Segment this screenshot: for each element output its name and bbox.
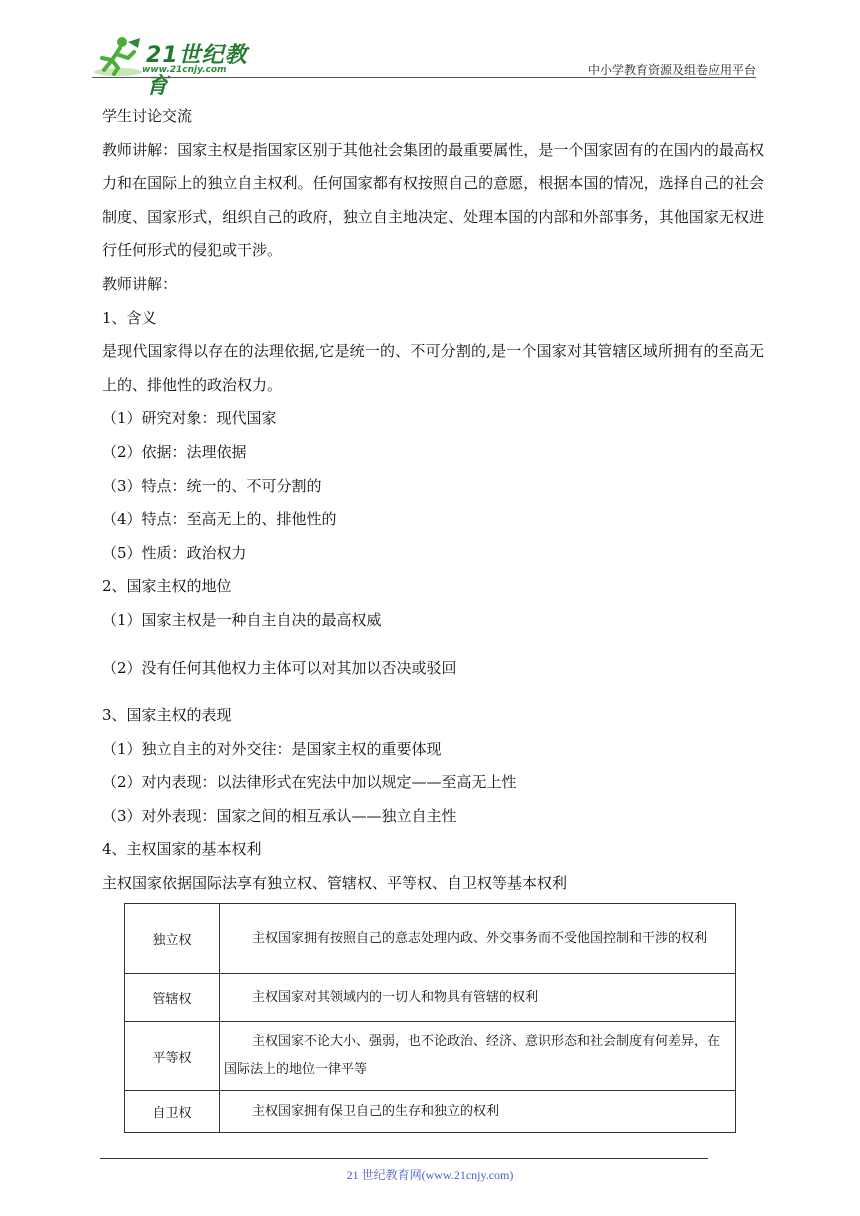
document-body xyxy=(102,100,764,901)
list-item: （3）特点：统一的、不可分割的 xyxy=(102,476,322,495)
basic-rights-table xyxy=(124,903,736,1133)
table-cell-description: 主权国家拥有保卫自己的生存和独立的权利 xyxy=(220,1091,736,1133)
table-cell-right: 平等权 xyxy=(125,1022,220,1091)
list-item: （2）对内表现：以法律形式在宪法中加以规定——至高无上性 xyxy=(102,773,517,792)
section-3-title: 3、国家主权的表现 xyxy=(102,706,232,725)
page-header xyxy=(92,30,756,99)
table-row xyxy=(125,1091,736,1133)
table-row xyxy=(125,904,736,974)
header-divider xyxy=(92,77,756,78)
logo-url: www.21cnjy.com xyxy=(142,65,227,75)
site-logo[interactable] xyxy=(92,34,262,99)
footer-link[interactable]: 21 世纪教育网(www.21cnjy.com) xyxy=(346,1168,514,1182)
table-cell-description: 主权国家对其领域内的一切人和物具有管辖的权利 xyxy=(220,974,736,1022)
section-4-text: 主权国家依据国际法享有独立权、管辖权、平等权、自卫权等基本权利 xyxy=(102,874,568,893)
list-item: （5）性质：政治权力 xyxy=(102,543,247,562)
paragraph-teacher-label: 教师讲解： xyxy=(102,274,178,293)
section-2-title: 2、国家主权的地位 xyxy=(102,577,232,596)
paragraph-teacher-explanation: 教师讲解：国家主权是指国家区别于其他社会集团的最重要属性，是一个国家固有的在国内的最高权力和在国际上的独立自主权利。任何国家都有权按照自己的意愿，根据本国的情况，选择自己的社会制度、国家形式，组织自己的政府，独立自主地决定、处理本国的内部和外部事务，其他国家无权进行任何形式的侵犯或干涉。 xyxy=(102,140,764,260)
footer-divider xyxy=(100,1158,708,1159)
table-cell-right: 独立权 xyxy=(125,904,220,974)
list-item: （3）对外表现：国家之间的相互承认——独立自主性 xyxy=(102,806,457,825)
table-cell-description: 主权国家拥有按照自己的意志处理内政、外交事务而不受他国控制和干涉的权利 xyxy=(220,904,736,974)
list-item: （2）没有任何其他权力主体可以对其加以否决或驳回 xyxy=(102,658,457,677)
section-4-title: 4、主权国家的基本权利 xyxy=(102,840,262,859)
list-item: （4）特点：至高无上的、排他性的 xyxy=(102,510,337,529)
list-item: （1）独立自主的对外交往：是国家主权的重要体现 xyxy=(102,739,442,758)
runner-logo-icon xyxy=(92,34,146,78)
paragraph-discussion: 学生讨论交流 xyxy=(102,107,193,125)
list-item: （1）国家主权是一种自主自决的最高权威 xyxy=(102,610,382,629)
logo-text: 21世纪教育 xyxy=(146,43,248,99)
table-cell-description: 主权国家不论大小、强弱，也不论政治、经济、意识形态和社会制度有何差异，在国际法上的地位一律平等 xyxy=(220,1022,736,1091)
list-item: （2）依据：法理依据 xyxy=(102,442,247,461)
table-cell-right: 管辖权 xyxy=(125,974,220,1022)
platform-title: 中小学教育资源及组卷应用平台 xyxy=(587,63,756,77)
section-1-title: 1、含义 xyxy=(102,308,157,327)
table-row xyxy=(125,1022,736,1091)
spacer xyxy=(102,685,764,699)
table-cell-right: 自卫权 xyxy=(125,1091,220,1133)
section-1-text: 是现代国家得以存在的法理依据,它是统一的、不可分割的,是一个国家对其管辖区域所拥有的至高无上的、排他性的政治权力。 xyxy=(102,342,764,394)
table-row xyxy=(125,974,736,1022)
spacer xyxy=(102,638,764,652)
list-item: （1）研究对象：现代国家 xyxy=(102,409,277,428)
